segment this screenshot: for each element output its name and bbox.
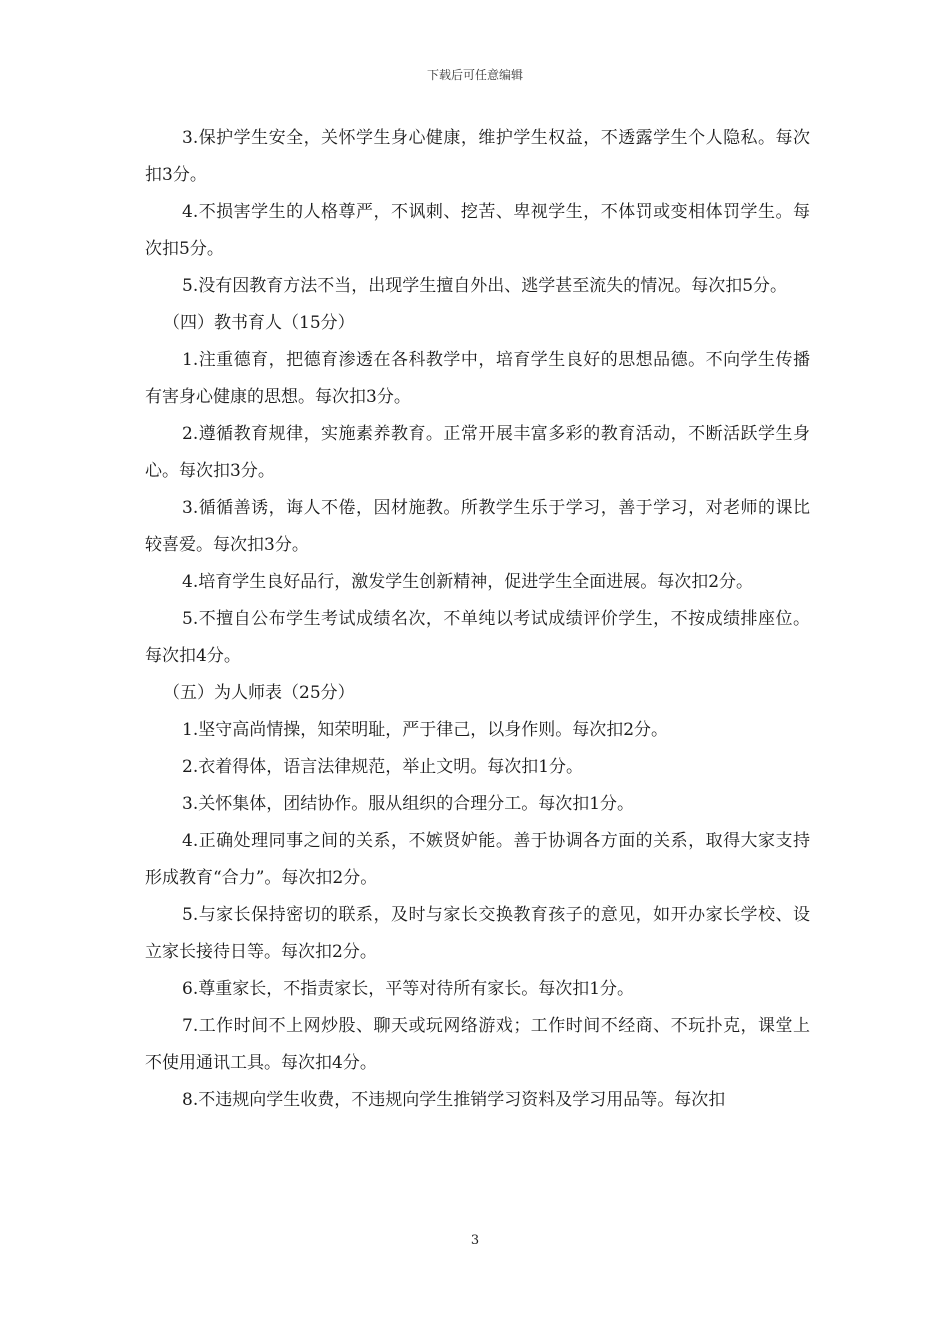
- paragraph: 1.坚守高尚情操，知荣明耻，严于律己，以身作则。每次扣2分。: [182, 720, 669, 740]
- paragraph: 2.遵循教育规律，实施素养教育。正常开展丰富多彩的教育活动，不断活跃学生身心。每次扣3分。: [145, 424, 810, 481]
- paragraph: 4.不损害学生的人格尊严，不讽刺、挖苦、卑视学生，不体罚或变相体罚学生。每次扣5分。: [145, 202, 810, 259]
- paragraph: 3.保护学生安全，关怀学生身心健康，维护学生权益，不透露学生个人隐私。每次扣3分。: [145, 128, 810, 185]
- section-heading: （五）为人师表（25分）: [163, 683, 355, 703]
- paragraph: 4.培育学生良好品行，激发学生创新精神，促进学生全面进展。每次扣2分。: [182, 572, 754, 592]
- paragraph: 8.不违规向学生收费，不违规向学生推销学习资料及学习用品等。每次扣: [182, 1090, 726, 1110]
- page-header-note: 下载后可任意编辑: [426, 68, 523, 82]
- paragraph: 5.与家长保持密切的联系，及时与家长交换教育孩子的意见，如开办家长学校、设立家长接待日等。每次扣2分。: [145, 905, 810, 962]
- paragraph: 5.没有因教育方法不当，出现学生擅自外出、逃学甚至流失的情况。每次扣5分。: [182, 276, 788, 296]
- page-number: 3: [470, 1233, 480, 1248]
- document-body: [145, 120, 810, 1119]
- paragraph: 3.循循善诱，诲人不倦，因材施教。所教学生乐于学习，善于学习，对老师的课比较喜爱。每次扣3分。: [145, 498, 810, 555]
- paragraph: 6.尊重家长，不指责家长，平等对待所有家长。每次扣1分。: [182, 979, 635, 999]
- section-heading: （四）教书育人（15分）: [163, 313, 355, 333]
- paragraph: 3.关怀集体，团结协作。服从组织的合理分工。每次扣1分。: [182, 794, 635, 814]
- paragraph: 1.注重德育，把德育渗透在各科教学中，培育学生良好的思想品德。不向学生传播有害身心健康的思想。每次扣3分。: [145, 350, 810, 407]
- paragraph: 2.衣着得体，语言法律规范，举止文明。每次扣1分。: [182, 757, 584, 777]
- paragraph: 4.正确处理同事之间的关系，不嫉贤妒能。善于协调各方面的关系，取得大家支持形成教育“合力”。每次扣2分。: [145, 831, 810, 888]
- paragraph: 5.不擅自公布学生考试成绩名次，不单纯以考试成绩评价学生，不按成绩排座位。每次扣4分。: [145, 609, 810, 666]
- paragraph: 7.工作时间不上网炒股、聊天或玩网络游戏；工作时间不经商、不玩扑克，课堂上不使用通讯工具。每次扣4分。: [145, 1016, 810, 1073]
